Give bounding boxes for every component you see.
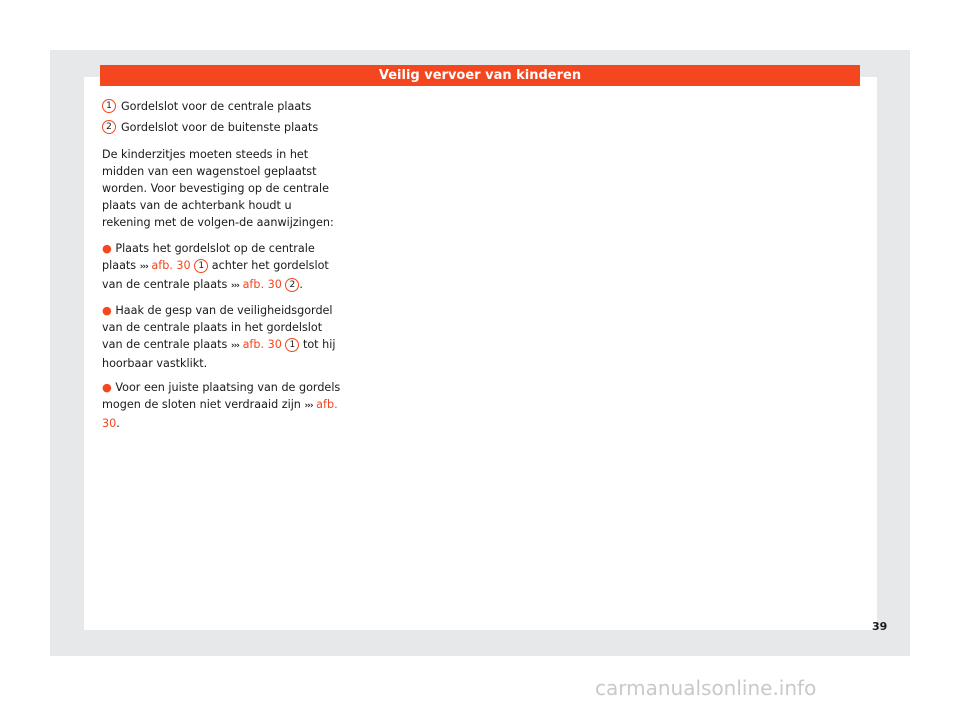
watermark: carmanualsonline.info: [595, 676, 817, 700]
page-number: 39: [872, 620, 888, 633]
section-title: Veilig vervoer van kinderen: [378, 68, 582, 83]
bullet-item: [102, 379, 342, 432]
legend-item: [102, 98, 342, 115]
bullet-item: [102, 240, 342, 295]
bullet-icon: ●: [102, 304, 112, 317]
bullet-text: achter het gordelslot van de centrale plaats: [102, 259, 329, 291]
bullet-text: Haak de gesp van de veiligheidsgordel van de centrale plaats in het gordelslot van de centrale plaats: [102, 304, 333, 351]
figure-reference-link[interactable]: afb. 30: [242, 278, 282, 291]
bullet-text: .: [116, 417, 120, 430]
section-header: [100, 65, 860, 86]
bullet-text: Voor een juiste plaatsing van de gordels mogen de sloten niet verdraaid zijn: [102, 381, 341, 411]
intro-paragraph: De kinderzitjes moeten steeds in het midden van een wagenstoel geplaatst worden. Voor bevestiging op de centrale plaats van de achterbank houdt u rekening met de volgen-de aanwijzingen:: [102, 148, 334, 229]
bullet-item: [102, 302, 342, 372]
legend-text: Gordelslot voor de buitenste plaats: [121, 121, 319, 134]
callout-number: 1: [285, 338, 299, 352]
reference-arrows-icon: ›››: [139, 262, 148, 272]
callout-number: 2: [285, 278, 299, 292]
content-column: [102, 98, 342, 439]
callout-number: 1: [102, 99, 116, 113]
reference-arrows-icon: ›››: [304, 401, 313, 411]
figure-reference-link[interactable]: afb. 30: [151, 259, 191, 272]
figure-reference-link[interactable]: afb. 30: [102, 398, 338, 430]
reference-arrows-icon: ›››: [230, 341, 240, 351]
bullet-icon: ●: [102, 242, 112, 255]
legend-item: [102, 119, 342, 136]
callout-number: 1: [194, 259, 208, 273]
bullet-text: tot hij hoorbaar vastklikt.: [102, 338, 336, 370]
callout-number: 2: [102, 120, 116, 134]
figure-reference-link[interactable]: afb. 30: [242, 338, 282, 351]
bullet-icon: ●: [102, 381, 112, 394]
legend-text: Gordelslot voor de centrale plaats: [121, 100, 312, 113]
bullet-text: Plaats het gordelslot op de centrale plaats: [102, 242, 315, 272]
bullet-text: .: [299, 278, 303, 291]
reference-arrows-icon: ›››: [230, 281, 240, 291]
